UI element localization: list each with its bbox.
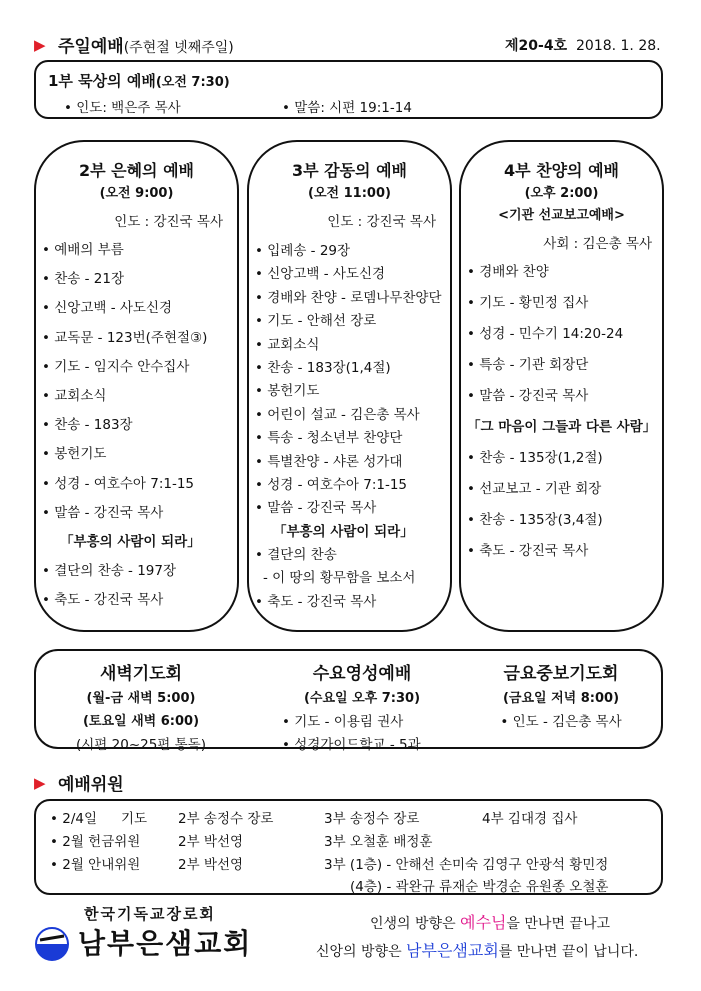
list-item: • 결단의 찬송 [255, 547, 337, 564]
highlight-jesus: 예수님 [460, 913, 507, 932]
friday-title: 금요중보기도회 [503, 664, 619, 684]
list-item: • 기도 - 안해선 장로 [255, 313, 377, 330]
list-item: - 이 땅의 황무함을 보소서 [263, 570, 416, 587]
highlight-church: 남부은샘교회 [406, 941, 499, 960]
list-item: • 찬송 - 183장(1,4절) [255, 359, 391, 376]
committee-entry: 2부 박선영 [178, 834, 244, 850]
wednesday-title: 수요영성예배 [312, 664, 412, 684]
list-item: • 특별찬양 - 샤론 성가대 [255, 453, 403, 470]
service2-title: 2부 은혜의 예배 [78, 161, 194, 180]
list-item: • 경배와 찬양 [467, 264, 549, 280]
issue-number: 제20-4호 2018. 1. 28. [505, 38, 661, 54]
committee-entry: (4층) - 곽완규 류재순 박경순 유원종 오철훈 [350, 879, 609, 895]
list-item: • 성경 - 민수기 14:20-24 [467, 326, 624, 342]
committee-entry: 3부 송정수 장로 [324, 811, 420, 827]
service3-box [247, 140, 452, 632]
service1-title: 1부 묵상의 예배(오전 7:30) [48, 72, 230, 90]
list-item: • 말씀 - 강진국 목사 [467, 388, 589, 404]
dawn-reading: (시편 20~25편 통독) [76, 737, 206, 753]
bullet-triangle-icon: ▶ [34, 36, 46, 54]
sermon-title: 「그 마음이 그들과 다른 사람」 [467, 419, 657, 435]
weekday-box [34, 649, 663, 753]
list-item: • 찬송 - 183장 [42, 417, 133, 434]
list-item: • 특송 - 청소년부 찬양단 [255, 430, 403, 447]
sermon-title: 「부흥의 사람이 되라」 [273, 523, 414, 540]
wednesday-study: • 성경가이드학교 - 5과 [282, 737, 421, 753]
dawn-time-2: (토요일 새벽 6:00) [82, 714, 200, 729]
wednesday-service [272, 659, 452, 753]
service2-time: (오전 9:00) [99, 186, 174, 201]
service4-title: 4부 찬양의 예배 [503, 161, 619, 180]
list-item: • 축도 - 강진국 목사 [255, 593, 377, 610]
friday-time: (금요일 저녁 8:00) [502, 691, 620, 706]
committee-label: • 2월 안내위원 [50, 857, 141, 873]
service2-leader: 인도 : 강진국 목사 [114, 214, 223, 230]
list-item: • 신앙고백 - 사도신경 [42, 300, 173, 317]
committee-entry: 2부 송정수 장로 [178, 811, 274, 827]
service1-prayer: • 인도: 백은주 목사 [64, 100, 181, 116]
church-logo-icon [34, 926, 70, 966]
committee-box [34, 799, 663, 895]
service1-box [34, 60, 663, 119]
list-item: • 찬송 - 21장 [42, 271, 125, 288]
service4-box [459, 140, 664, 632]
friday-prayer [476, 659, 646, 730]
committee-entry: 3부 오철훈 배정훈 [324, 834, 433, 850]
service1-sermon: • 말씀: 시편 19:1-14 [282, 100, 412, 116]
dawn-time-1: (월-금 새벽 5:00) [86, 691, 196, 706]
list-item: • 입례송 - 29장 [255, 243, 351, 259]
service4-leader: 사회 : 김은총 목사 [543, 236, 652, 252]
committee-entry: 4부 김대경 집사 [482, 811, 578, 827]
list-item: • 선교보고 - 기관 회장 [467, 481, 602, 497]
list-item: • 찬송 - 135장(3,4절) [467, 512, 603, 528]
dawn-prayer [46, 659, 236, 753]
list-item: • 신앙고백 - 사도신경 [255, 266, 386, 283]
list-item: • 어린이 설교 - 김은총 목사 [255, 406, 420, 423]
committee-entry: 3부 (1층) - 안해선 손미숙 김영구 안광석 황민정 [324, 857, 609, 873]
service3-leader: 인도 : 강진국 목사 [327, 214, 436, 230]
wednesday-prayer: • 기도 - 이용림 권사 [282, 714, 404, 730]
list-item: • 특송 - 기관 회장단 [467, 357, 589, 373]
committee-entry: 2부 박선영 [178, 857, 244, 873]
sermon-title: 「부흥의 사람이 되라」 [60, 533, 201, 550]
committee-label: • 2/4일 [50, 811, 98, 827]
service3-title: 3부 감동의 예배 [291, 161, 407, 180]
list-item: • 성경 - 여호수아 7:1-15 [255, 476, 408, 493]
service4-time: (오후 2:00) [524, 186, 599, 201]
service3-time: (오전 11:00) [308, 186, 391, 201]
list-item: • 결단의 찬송 - 197장 [42, 563, 177, 580]
list-item: • 축도 - 강진국 목사 [467, 543, 589, 559]
page-title: 주일예배(주현절 넷째주일) [58, 37, 234, 57]
list-item: • 봉헌기도 [255, 383, 320, 400]
bullet-triangle-icon: ▶ [34, 774, 46, 792]
motto-line-2: 신앙의 방향은 남부은샘교회를 만나면 끝이 납니다. [316, 941, 639, 960]
service2-order-list [42, 238, 207, 617]
list-item: • 성경 - 여호수아 7:1-15 [42, 475, 195, 492]
list-item: • 말씀 - 강진국 목사 [42, 504, 164, 521]
motto-line-1: 인생의 방향은 예수님을 만나면 끝나고 [370, 913, 610, 932]
wednesday-time: (수요일 오후 7:30) [303, 691, 421, 706]
list-item: • 경배와 찬양 - 로뎀나무찬양단 [255, 289, 442, 306]
denomination-name: 한국기독교장로회 [84, 905, 216, 923]
list-item: • 기도 - 임지수 안수집사 [42, 358, 190, 375]
service2-box [34, 140, 239, 632]
service4-order-list [467, 260, 656, 570]
friday-leader: • 인도 - 김은총 목사 [500, 714, 622, 730]
service3-order-list [255, 239, 442, 613]
list-item: • 축도 - 강진국 목사 [42, 592, 164, 609]
list-item: • 교독문 - 123번(주현절③) [42, 329, 208, 346]
list-item: • 말씀 - 강진국 목사 [255, 500, 377, 517]
list-item: • 찬송 - 135장(1,2절) [467, 450, 603, 466]
service4-note: <기관 선교보고예배> [498, 208, 625, 223]
dawn-title: 새벽기도회 [99, 664, 183, 684]
committee-title: 예배위원 [58, 775, 124, 795]
list-item: • 기도 - 황민정 집사 [467, 295, 589, 311]
church-name: 남부은샘교회 [78, 927, 253, 960]
committee-role: 기도 [121, 811, 148, 827]
list-item: • 교회소식 [255, 336, 320, 353]
committee-label: • 2월 헌금위원 [50, 834, 141, 850]
list-item: • 봉헌기도 [42, 446, 107, 463]
list-item: • 예배의 부름 [42, 242, 124, 258]
list-item: • 교회소식 [42, 387, 107, 404]
